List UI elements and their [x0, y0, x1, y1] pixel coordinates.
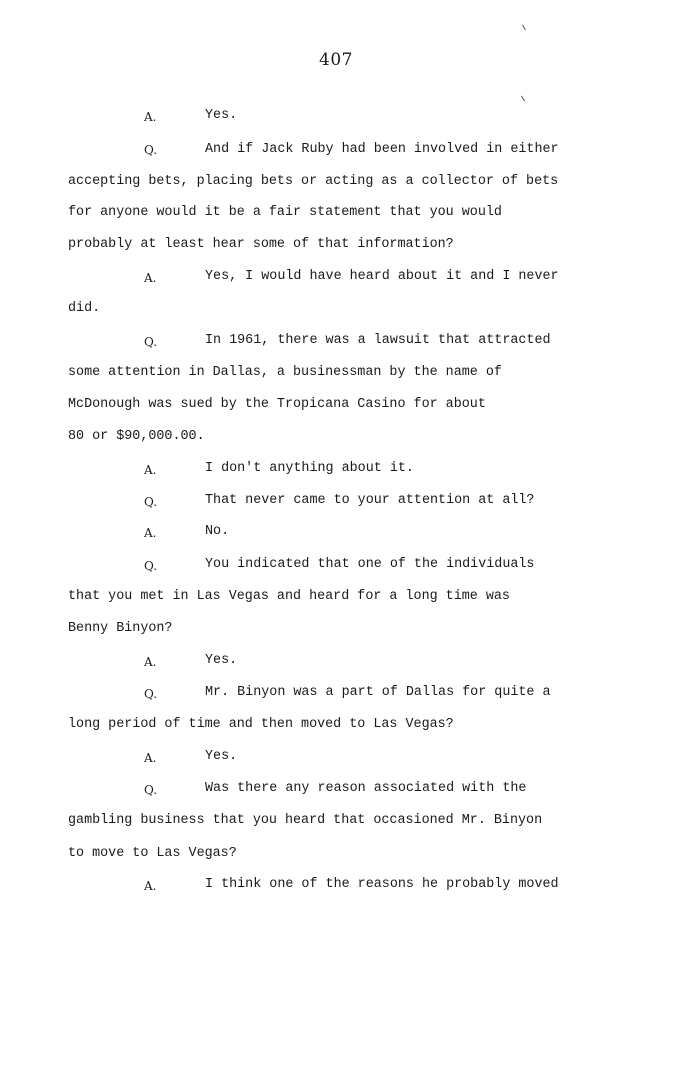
- transcript-line: for anyone would it be a fair statement that you would: [68, 205, 502, 220]
- speaker-label: Q.: [144, 143, 158, 157]
- transcript-line: I think one of the reasons he probably moved: [205, 877, 559, 892]
- speaker-label: Q.: [144, 783, 158, 797]
- transcript-line: Yes.: [205, 108, 238, 123]
- speaker-label: A.: [144, 879, 157, 893]
- speaker-label: A.: [144, 463, 157, 477]
- transcript-line: long period of time and then moved to Las Vegas?: [68, 717, 454, 732]
- transcript-line: No.: [205, 524, 230, 539]
- speaker-label: Q.: [144, 495, 158, 509]
- transcript-line: Yes.: [205, 653, 238, 668]
- transcript-line: Mr. Binyon was a part of Dallas for quite a: [205, 685, 551, 700]
- speaker-label: A.: [144, 655, 157, 669]
- transcript-line: And if Jack Ruby had been involved in either: [205, 142, 559, 157]
- scan-mark: [521, 96, 525, 102]
- transcript-line: That never came to your attention at all?: [205, 493, 535, 508]
- page-number: 407: [319, 50, 353, 70]
- transcript-line: accepting bets, placing bets or acting as a collector of bets: [68, 174, 559, 189]
- transcript-line: Benny Binyon?: [68, 621, 173, 636]
- transcript-line: Yes, I would have heard about it and I never: [205, 269, 559, 284]
- transcript-line: McDonough was sued by the Tropicana Casino for about: [68, 397, 486, 412]
- transcript-line: some attention in Dallas, a businessman by the name of: [68, 365, 502, 380]
- transcript-line: gambling business that you heard that occasioned Mr. Binyon: [68, 813, 543, 828]
- speaker-label: A.: [144, 110, 157, 124]
- transcript-line: did.: [68, 301, 101, 316]
- transcript-line: I don't anything about it.: [205, 461, 414, 476]
- transcript-line: to move to Las Vegas?: [68, 846, 237, 861]
- speaker-label: A.: [144, 751, 157, 765]
- transcript-line: Was there any reason associated with the: [205, 781, 527, 796]
- transcript-line: 80 or $90,000.00.: [68, 429, 205, 444]
- transcript-line: You indicated that one of the individuals: [205, 557, 535, 572]
- speaker-label: A.: [144, 271, 157, 285]
- transcript-line: probably at least hear some of that information?: [68, 237, 454, 252]
- speaker-label: Q.: [144, 559, 158, 573]
- speaker-label: Q.: [144, 335, 158, 349]
- transcript-line: Yes.: [205, 749, 238, 764]
- scan-mark: [522, 25, 526, 31]
- transcript-line: that you met in Las Vegas and heard for a long time was: [68, 589, 510, 604]
- transcript-line: In 1961, there was a lawsuit that attracted: [205, 333, 551, 348]
- speaker-label: Q.: [144, 687, 158, 701]
- speaker-label: A.: [144, 526, 157, 540]
